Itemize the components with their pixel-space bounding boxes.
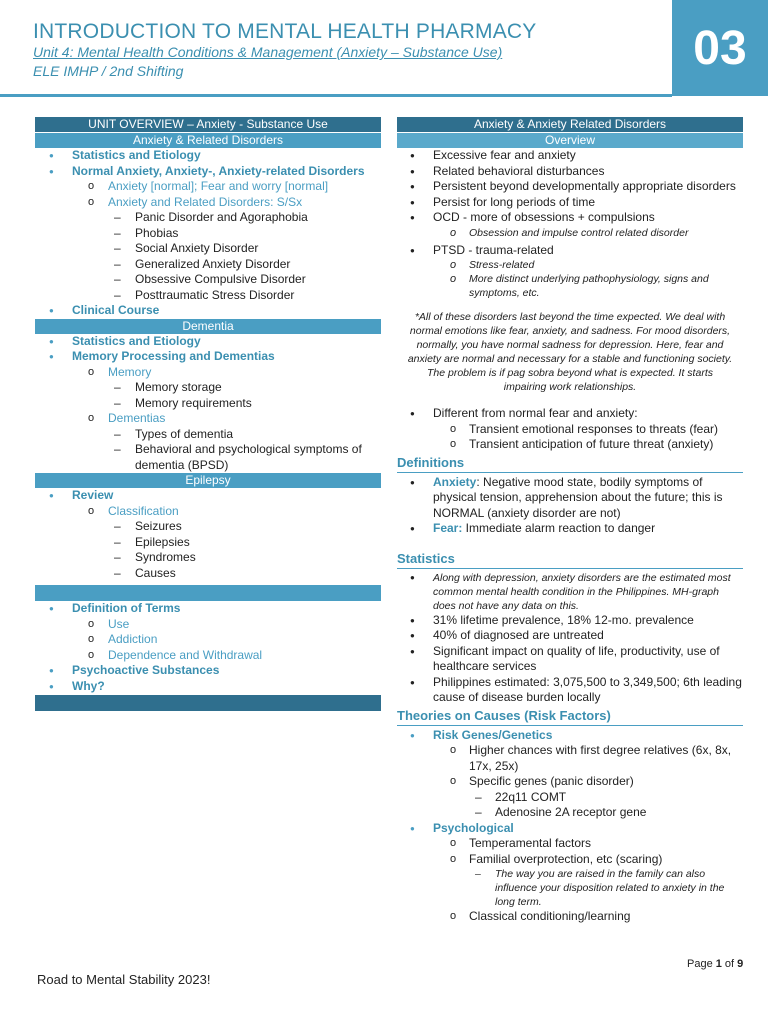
list-item: – Causes [108, 566, 381, 582]
list-item: o Use [72, 617, 381, 633]
list-item: – Memory requirements [108, 396, 381, 412]
list-item: ● Definition of Terms o Use o Addiction o Dependence and Withdrawal [35, 601, 381, 663]
list-item: – Generalized Anxiety Disorder [108, 257, 381, 273]
list-item: ● 40% of diagnosed are untreated [397, 628, 743, 644]
anxiety-disorders-bar: Anxiety & Anxiety Related Disorders [397, 117, 743, 132]
chapter-badge: 03 [672, 0, 768, 96]
overview-bar: Overview [397, 133, 743, 148]
definitions-heading: Definitions [397, 455, 743, 473]
list-item: – Phobias [108, 226, 381, 242]
list-item: – Obsessive Compulsive Disorder [108, 272, 381, 288]
list-item: – The way you are raised in the family can also influence your disposition related to anxiety in the long term. [469, 867, 743, 909]
unit-subtitle[interactable]: Unit 4: Mental Health Conditions & Management (Anxiety – Substance Use) [33, 44, 503, 60]
list-item: o Stress-related [433, 258, 743, 272]
list-item: – Epilepsies [108, 535, 381, 551]
list-item: o Classical conditioning/learning [433, 909, 743, 925]
anxiety-section-bar: Anxiety & Related Disorders [35, 133, 381, 148]
statistics-heading: Statistics [397, 551, 743, 569]
different-list [397, 406, 743, 453]
list-item: ● Philippines estimated: 3,075,500 to 3,349,500; 6th leading cause of disease burden locally [397, 675, 743, 706]
list-item: ● Review o Classification – Seizures – Epilepsies – Syndromes – Causes [35, 488, 381, 581]
shift-label: ELE IMHP / 2nd Shifting [33, 63, 184, 79]
list-item: o Memory – Memory storage – Memory requirements [72, 365, 381, 412]
substance-topic-list [35, 601, 381, 694]
unit-overview-bar: UNIT OVERVIEW – Anxiety - Substance Use [35, 117, 381, 132]
list-item: o Dependence and Withdrawal [72, 648, 381, 664]
theories-list [397, 728, 743, 925]
list-item: o Addiction [72, 632, 381, 648]
list-item: o Specific genes (panic disorder) – 22q11 COMT – Adenosine 2A receptor gene [433, 774, 743, 821]
list-item: ● Excessive fear and anxiety [397, 148, 743, 164]
section-end-bar [35, 695, 381, 711]
list-item: ● Fear: Immediate alarm reaction to danger [397, 521, 743, 537]
list-item: o Familial overprotection, etc (scaring) – The way you are raised in the family can also influence your disposition related to anxiety in the long term. [433, 852, 743, 910]
document-title: INTRODUCTION TO MENTAL HEALTH PHARMACY [33, 20, 537, 43]
list-item: – Seizures [108, 519, 381, 535]
list-item: – Posttraumatic Stress Disorder [108, 288, 381, 304]
list-item: ● PTSD - trauma-related o Stress-related o More distinct underlying pathophysiology, signs and symptoms, etc. [397, 243, 743, 301]
anxiety-topic-list [35, 148, 381, 319]
list-item: – Types of dementia [108, 427, 381, 443]
list-item: – Behavioral and psychological symptoms of dementia (BPSD) [108, 442, 381, 473]
list-item: ● Memory Processing and Dementias o Memory – Memory storage – Memory requirements o Dementias – Types of dementia – Behavioral and psychological symptoms of dementia (BPSD) [35, 349, 381, 473]
list-item: o Anxiety [normal]; Fear and worry [normal] [72, 179, 381, 195]
dementia-topic-list [35, 334, 381, 474]
page-number: Page 1 of 9 [687, 958, 744, 970]
statistics-list [397, 571, 743, 706]
list-item: o Transient anticipation of future threat (anxiety) [433, 437, 743, 453]
theories-heading: Theories on Causes (Risk Factors) [397, 708, 743, 726]
header-divider [0, 94, 672, 97]
list-item: – Memory storage [108, 380, 381, 396]
list-item: o Higher chances with first degree relatives (6x, 8x, 17x, 25x) [433, 743, 743, 774]
substance-section-bar [35, 585, 381, 601]
footer-tagline: Road to Mental Stability 2023! [37, 972, 211, 987]
list-item: o Dementias – Types of dementia – Behavioral and psychological symptoms of dementia (BPSD) [72, 411, 381, 473]
list-item: ● Statistics and Etiology [35, 334, 381, 350]
list-item: o Anxiety and Related Disorders: S/Sx – Panic Disorder and Agoraphobia – Phobias – Social Anxiety Disorder – Generalized Anxiety Disorder – Obsessive Compulsive Disorder – Posttraumatic Stress Disorder [72, 195, 381, 304]
left-column [35, 117, 381, 711]
list-item: – Panic Disorder and Agoraphobia [108, 210, 381, 226]
page-header [0, 0, 768, 96]
list-item: o Temperamental factors [433, 836, 743, 852]
list-item: o Obsession and impulse control related disorder [433, 226, 743, 240]
list-item: ● Anxiety: Negative mood state, bodily symptoms of physical tension, apprehension about the future; this is NORMAL (anxiety disorder are not) [397, 475, 743, 522]
list-item: ● OCD - more of obsessions + compulsions o Obsession and impulse control related disorder [397, 210, 743, 240]
list-item: ● Persist for long periods of time [397, 195, 743, 211]
list-item: ● Normal Anxiety, Anxiety-, Anxiety-related Disorders o Anxiety [normal]; Fear and worry [normal] o Anxiety and Related Disorders: S/Sx – Panic Disorder and Agoraphobia – Phobias – Social Anxiety Disorder – Generalized Anxiety Disorder – Obsessive Compulsive Disorder – Posttraumatic Stress Disorder [35, 164, 381, 304]
list-item: ● 31% lifetime prevalence, 18% 12-mo. prevalence [397, 613, 743, 629]
list-item: ● Different from normal fear and anxiety: o Transient emotional responses to threats (fear) o Transient anticipation of future threat (anxiety) [397, 406, 743, 453]
list-item: ● Risk Genes/Genetics o Higher chances with first degree relatives (6x, 8x, 17x, 25x) o Specific genes (panic disorder) – 22q11 COMT – Adenosine 2A receptor gene [397, 728, 743, 821]
list-item: ● Why? [35, 679, 381, 695]
list-item: ● Along with depression, anxiety disorders are the estimated most common mental health condition in the Philippines. MH-graph does not have any data on this. [397, 571, 743, 613]
list-item: ● Related behavioral disturbances [397, 164, 743, 180]
list-item: ● Statistics and Etiology [35, 148, 381, 164]
list-item: ● Psychoactive Substances [35, 663, 381, 679]
right-column [397, 117, 743, 925]
definitions-list [397, 475, 743, 537]
list-item: ● Persistent beyond developmentally appropriate disorders [397, 179, 743, 195]
list-item: ● Significant impact on quality of life, productivity, use of healthcare services [397, 644, 743, 675]
list-item: o More distinct underlying pathophysiology, signs and symptoms, etc. [433, 272, 743, 300]
list-item: – Adenosine 2A receptor gene [469, 805, 743, 821]
dementia-section-bar: Dementia [35, 319, 381, 334]
list-item: – Social Anxiety Disorder [108, 241, 381, 257]
epilepsy-topic-list [35, 488, 381, 581]
list-item: ● Clinical Course [35, 303, 381, 319]
list-item: o Classification – Seizures – Epilepsies – Syndromes – Causes [72, 504, 381, 582]
epilepsy-section-bar: Epilepsy [35, 473, 381, 488]
overview-list [397, 148, 743, 300]
explanatory-note: *All of these disorders last beyond the time expected. We deal with normal emotions like fear, anxiety, and sadness. For mood disorders, normally, you have normal sadness for depression. Here, fear and anxiety are normal and necessary for a stable and functioning society. The problem is if pag sobra beyond what is expected. It starts impairing work relationships. [407, 311, 733, 393]
list-item: o Transient emotional responses to threats (fear) [433, 422, 743, 438]
list-item: – 22q11 COMT [469, 790, 743, 806]
list-item: ● Psychological o Temperamental factors o Familial overprotection, etc (scaring) – The way you are raised in the family can also influence your disposition related to anxiety in the long term. o Classical conditioning/learning [397, 821, 743, 925]
list-item: – Syndromes [108, 550, 381, 566]
